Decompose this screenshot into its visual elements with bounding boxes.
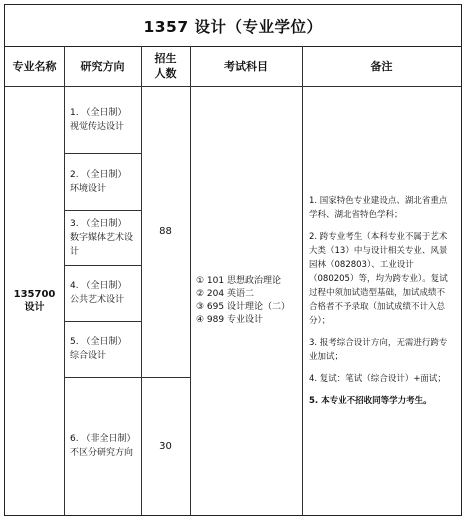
header-enrollment (141, 46, 190, 86)
header-direction (64, 46, 141, 86)
note-item: 1. 国家特色专业建设点、湖北省重点学科、湖北省特色学科； (309, 195, 448, 220)
direction-row (64, 321, 141, 377)
subject-item: ④ 989 专业设计 (196, 314, 263, 325)
notes-cell (302, 86, 461, 515)
header-subjects-label: 考试科目 (224, 59, 268, 73)
admission-table (4, 4, 462, 516)
note-item: 5. 本专业不招收同等学力考生。 (309, 395, 432, 406)
direction-row (64, 153, 141, 210)
direction-row (64, 377, 141, 515)
direction-name: 视觉传达设计 (70, 121, 125, 132)
subject-item: ② 204 英语二 (196, 288, 254, 299)
header-enrollment-line2: 人数 (154, 67, 177, 80)
direction-prefix: 6. （非全日制） (70, 434, 136, 444)
direction-prefix: 1. （全日制） (70, 107, 127, 118)
header-direction-label: 研究方向 (80, 59, 125, 73)
header-subjects (190, 46, 302, 86)
direction-prefix: 4. （全日制） (70, 281, 127, 291)
exam-subjects (190, 86, 302, 515)
enrollment-full-time (141, 86, 190, 377)
header-notes (302, 46, 461, 86)
header-enrollment-line1: 招生 (154, 52, 177, 65)
direction-row (64, 210, 141, 265)
direction-name: 综合设计 (70, 351, 107, 361)
note-item: 3. 报考综合设计方向，无需进行跨专业加试； (309, 337, 448, 362)
major-cell (5, 86, 64, 515)
subject-item: ③ 695 设计理论（二） (196, 301, 290, 312)
enrollment-part-time-value: 30 (159, 440, 172, 452)
direction-name: 数字媒体艺术设计 (70, 232, 134, 257)
direction-row (64, 265, 141, 321)
header-major-label: 专业名称 (12, 59, 57, 73)
header-major (5, 46, 64, 86)
note-item: 2. 跨专业考生（本科专业不属于艺术大类（13）中与设计相关专业、风景园林（082803）、工业设计（080205）等，均为跨专业）。复试过程中须加试造型基础，加试成绩不合格者不予录取（加试成绩不计入总分）； (309, 231, 448, 326)
direction-name: 公共艺术设计 (70, 295, 125, 305)
subject-item: ① 101 思想政治理论 (196, 275, 281, 286)
direction-name: 不区分研究方向 (70, 448, 134, 458)
enrollment-part-time (141, 377, 190, 515)
direction-prefix: 2. （全日制） (70, 169, 127, 180)
direction-prefix: 5. （全日制） (70, 337, 127, 347)
note-item: 4. 复试：笔试（综合设计）+面试； (309, 373, 446, 384)
table-title: 1357 设计（专业学位） (5, 5, 461, 47)
major-code: 135700 (13, 288, 56, 300)
direction-name: 环境设计 (70, 183, 107, 194)
direction-row (64, 86, 141, 153)
major-name: 设计 (24, 301, 45, 313)
enrollment-full-time-value: 88 (159, 226, 172, 237)
header-notes-label: 备注 (370, 59, 393, 73)
direction-prefix: 3. （全日制） (70, 218, 127, 229)
